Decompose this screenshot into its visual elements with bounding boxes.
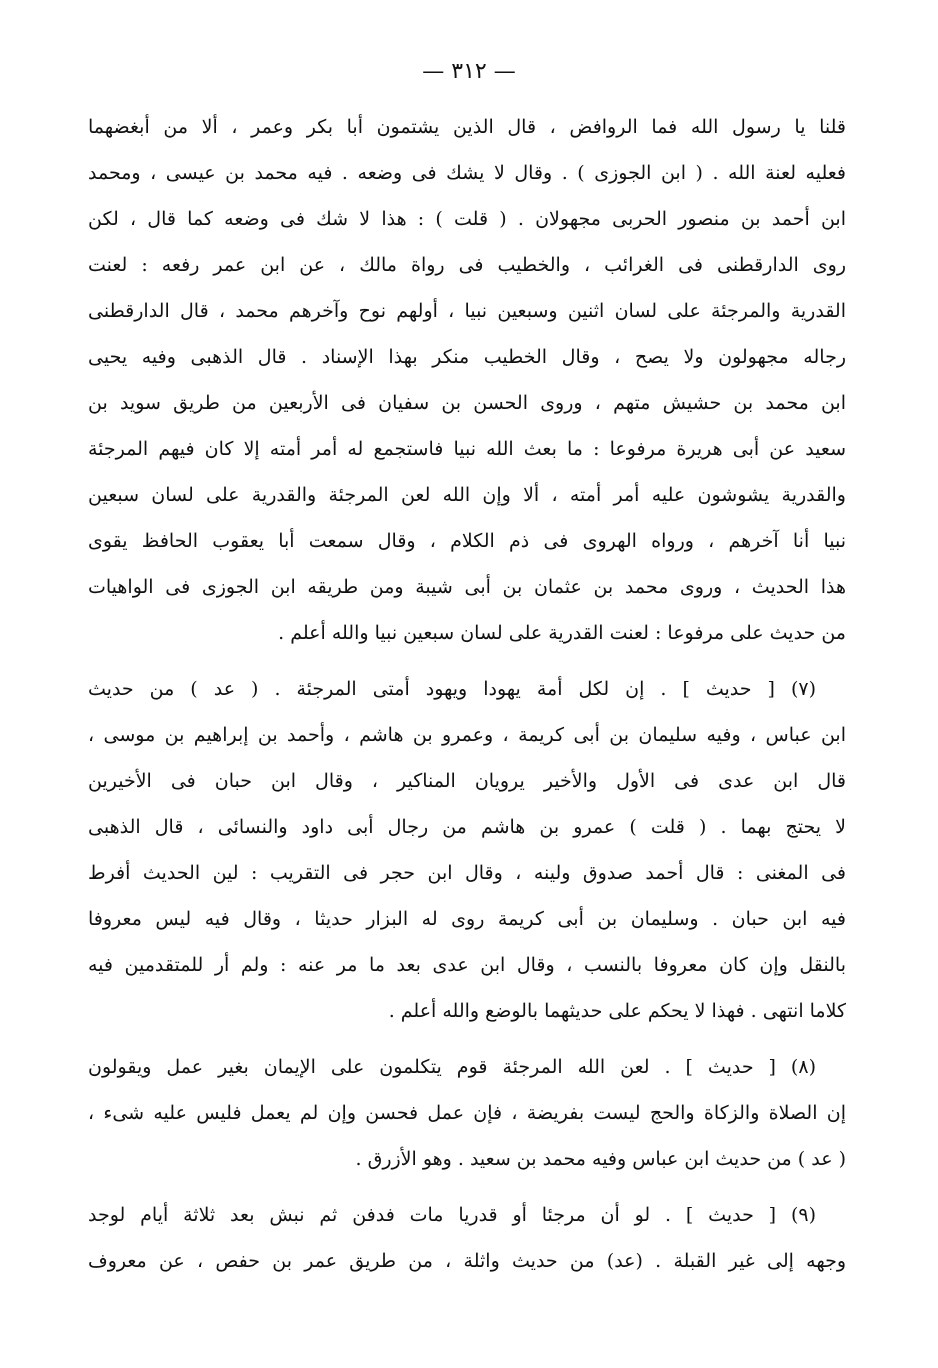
text-line: فعليه لعنة الله . ( ابن الجوزى ) . وقال لا يشك فى وضعه . فيه محمد بن عيسى ، ومحمد <box>88 162 846 184</box>
text-line: (٧) [ حديث ] . إن لكل أمة يهودا ويهود أمتى المرجئة . ( عد ) من حديث <box>88 678 816 700</box>
text-line: ابن أحمد بن منصور الحربى مجهولان . ( قلت ) : هذا لا شك فى وضعه كما قال ، لكن <box>88 208 846 230</box>
text-line: وجهه إلى غير القبلة . (عد) من حديث واثلة ، من طريق عمر بن حفص ، عن معروف <box>88 1250 846 1272</box>
text-line: لا يحتج بهما . ( قلت ) عمرو بن هاشم من رجال أبى داود والنسائى ، قال الذهبى <box>88 816 846 838</box>
page-body <box>88 104 846 1284</box>
paragraph-hadith-8 <box>88 1044 846 1182</box>
text-line: إن الصلاة والزكاة والحج ليست بفريضة ، فإن عمل فحسن وإن لم يعمل فليس عليه شىء ، <box>88 1102 846 1124</box>
paragraph-gap <box>88 656 846 666</box>
paragraph-1 <box>88 104 846 656</box>
paragraph-gap <box>88 1182 846 1192</box>
paragraph-hadith-7 <box>88 666 846 1034</box>
text-line: قلنا يا رسول الله فما الروافض ، قال الذين يشتمون أبا بكر وعمر ، ألا من أبغضهما <box>88 116 846 138</box>
text-line: فيه ابن حبان . وسليمان بن أبى كريمة روى له البزار حديثا ، وقال فيه ليس معروفا <box>88 908 846 930</box>
text-line: رجاله مجهولون ولا يصح ، وقال الخطيب منكر بهذا الإسناد . قال الذهبى وفيه يحيى <box>88 346 846 368</box>
text-line: من حديث على مرفوعا : لعنت القدرية على لسان سبعين نبيا والله أعلم . <box>278 622 846 644</box>
text-line: روى الدارقطنى فى الغرائب ، والخطيب فى رواة مالك ، عن ابن عمر رفعه : لعنت <box>88 254 846 276</box>
text-line: والقدرية يشوشون عليه أمر أمته ، ألا وإن الله لعن المرجئة والقدرية على لسان سبعين <box>88 484 846 506</box>
text-line: هذا الحديث ، وروى محمد بن عثمان بن أبى شيبة ومن طريقه ابن الجوزى فى الواهيات <box>88 576 846 598</box>
paragraph-hadith-9 <box>88 1192 846 1284</box>
text-line: ابن عباس ، وفيه سليمان بن أبى كريمة ، وعمرو بن هاشم ، وأحمد بن إبراهيم بن موسى ، <box>88 724 846 746</box>
text-line: فى المغنى : قال أحمد صدوق ولينه ، وقال ابن حجر فى التقريب : لين الحديث أفرط <box>88 862 846 884</box>
text-line: نبيا أنا آخرهم ، ورواه الهروى فى ذم الكلام ، وقال سمعت أبا يعقوب الحافظ يقوى <box>88 530 846 552</box>
text-line: كلاما انتهى . فهذا لا يحكم على حديثهما بالوضع والله أعلم . <box>388 1000 846 1022</box>
text-line: بالنقل وإن كان معروفا بالنسب ، وقال ابن عدى بعد ما مر عنه : ولم أر للمتقدمين فيه <box>88 954 846 976</box>
text-line: (٩) [ حديث ] . لو أن مرجئا أو قدريا مات فدفن ثم نبش بعد ثلاثة أيام لوجد <box>88 1204 816 1226</box>
text-line: قال ابن عدى فى الأول والأخير يرويان المناكير ، وقال ابن حبان فى الأخيرين <box>88 770 846 792</box>
text-line: سعيد عن أبى هريرة مرفوعا : ما بعث الله نبيا فاستجمع له أمر أمته إلا كان فيهم المرجئة <box>88 438 846 460</box>
text-line: (٨) [ حديث ] . لعن الله المرجئة قوم يتكلمون على الإيمان بغير عمل ويقولون <box>88 1056 816 1078</box>
text-line: ابن محمد بن حشيش متهم ، وروى الحسن بن سفيان فى الأربعين من طريق سويد بن <box>88 392 846 414</box>
text-line: ( عد ) من حديث ابن عباس وفيه محمد بن سعيد . وهو الأزرق . <box>355 1148 846 1170</box>
text-line: القدرية والمرجئة على لسان اثنين وسبعين نبيا ، أولهم نوح وآخرهم محمد ، قال الدارقطنى <box>88 300 846 322</box>
page-number: — ٣١٢ — <box>422 59 516 84</box>
paragraph-gap <box>88 1034 846 1044</box>
